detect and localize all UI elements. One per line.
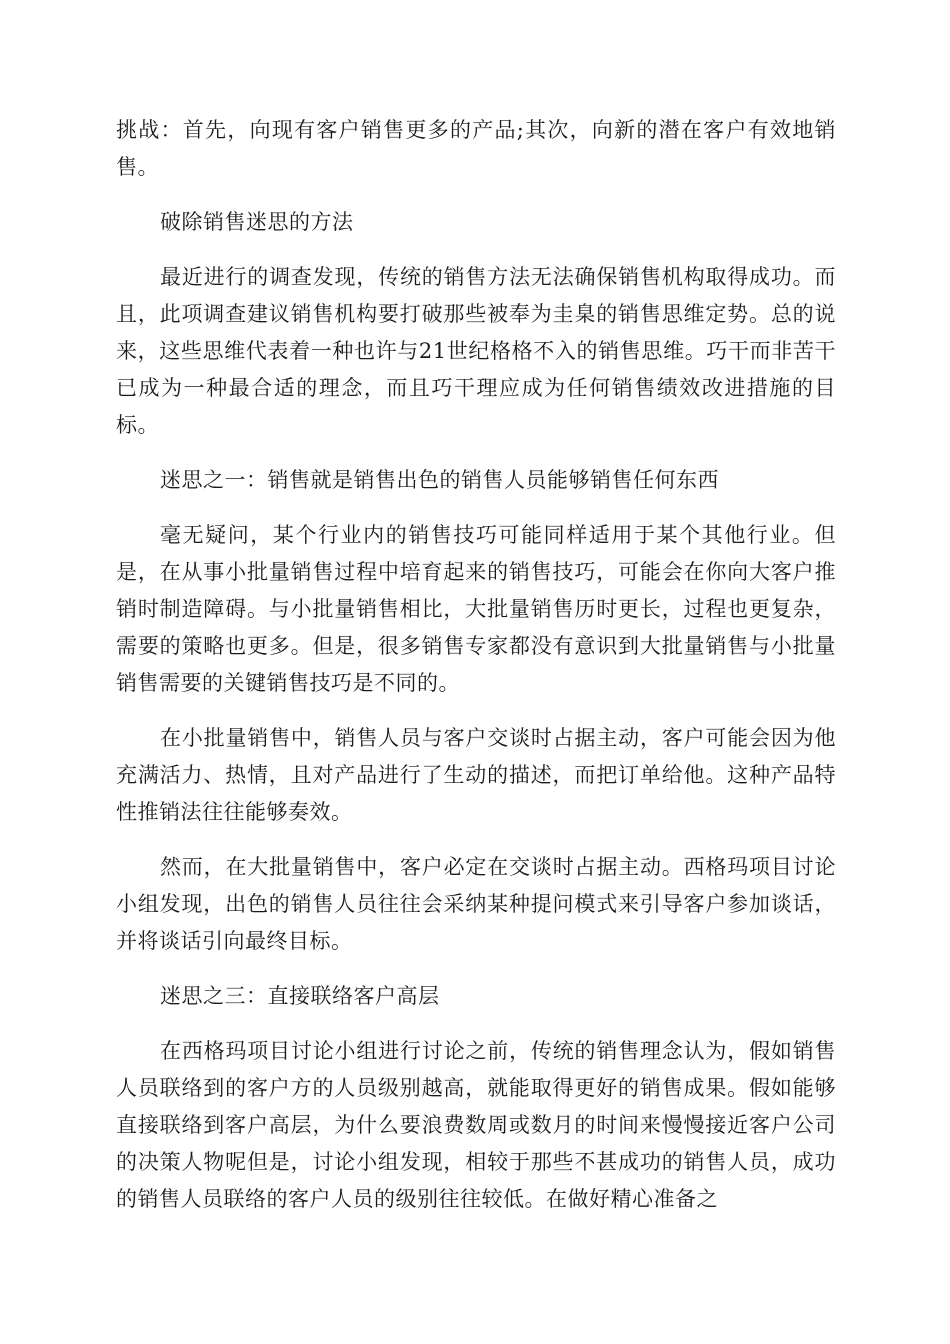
paragraph-small-batch: 在小批量销售中，销售人员与客户交谈时占据主动，客户可能会因为他充满活力、热情，且对产品进行了生动的描述，而把订单给他。这种产品特性推销法往往能够奏效。 [116, 726, 836, 824]
document-body [116, 112, 836, 1236]
paragraph-challenge: 挑战：首先，向现有客户销售更多的产品;其次，向新的潜在客户有效地销售。 [116, 118, 836, 179]
section-heading-myth-one: 迷思之一：销售就是销售出色的销售人员能够销售任何东西 [160, 468, 719, 492]
paragraph-survey: 最近进行的调查发现，传统的销售方法无法确保销售机构取得成功。而且，此项调查建议销售机构要打破那些被奉为圭臬的销售思维定势。总的说来，这些思维代表着一种也许与21世纪格格不入的销售思维。巧干而非苦干已成为一种最合适的理念，而且巧干理应成为任何销售绩效改进措施的目标。 [116, 265, 836, 437]
paragraph-sales-skills: 毫无疑问，某个行业内的销售技巧可能同样适用于某个其他行业。但是，在从事小批量销售过程中培育起来的销售技巧，可能会在你向大客户推销时制造障碍。与小批量销售相比，大批量销售历时更长，过程也更复杂，需要的策略也更多。但是，很多销售专家都没有意识到大批量销售与小批量销售需要的关键销售技巧是不同的。 [116, 523, 836, 695]
paragraph-large-batch: 然而，在大批量销售中，客户必定在交谈时占据主动。西格玛项目讨论小组发现，出色的销售人员往往会采纳某种提问模式来引导客户参加谈话，并将谈话引向最终目标。 [116, 855, 836, 953]
paragraph-executive-contact: 在西格玛项目讨论小组进行讨论之前，传统的销售理念认为，假如销售人员联络到的客户方的人员级别越高，就能取得更好的销售成果。假如能够直接联络到客户高层，为什么要浪费数周或数月的时间来慢慢接近客户公司的决策人物呢但是，讨论小组发现，相较于那些不甚成功的销售人员，成功的销售人员联络的客户人员的级别往往较低。在做好精心准备之 [116, 1039, 836, 1211]
section-heading-methods: 破除销售迷思的方法 [160, 210, 354, 234]
section-heading-myth-three: 迷思之三：直接联络客户高层 [160, 984, 440, 1008]
